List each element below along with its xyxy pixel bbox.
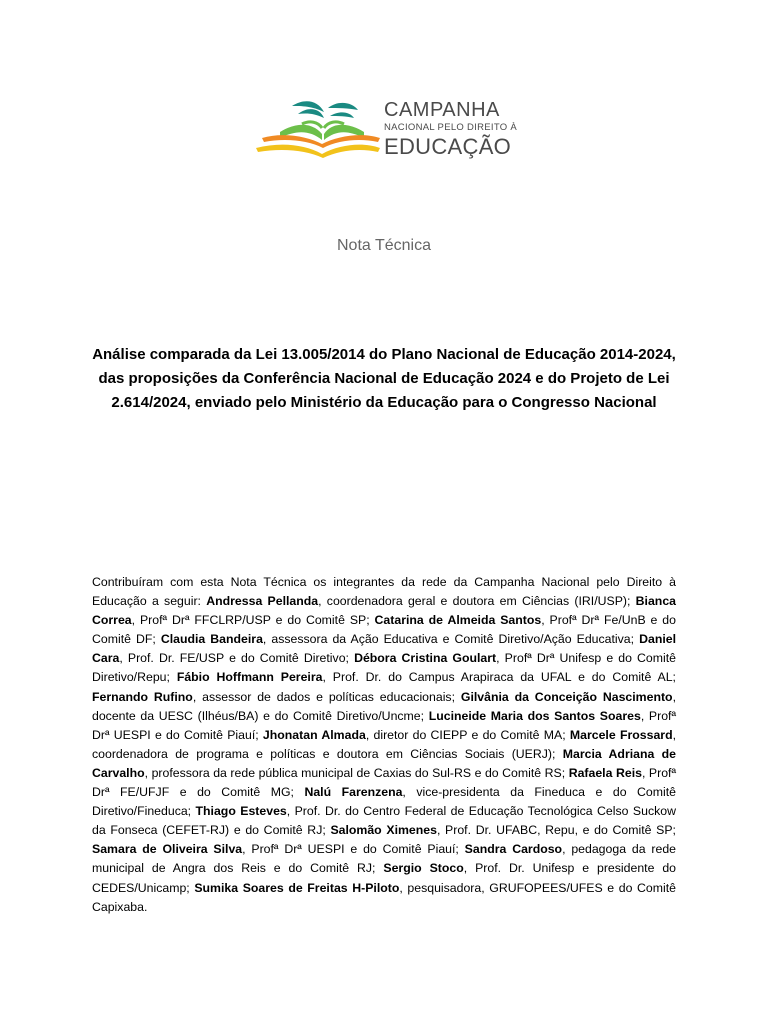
contributor-name: Claudia Bandeira — [160, 632, 263, 647]
contributor-description: , Prof. Dr. do Centro Federal de Educação Tecnológica Celso Suckow da Fonseca (CEFET-RJ) e do Comitê RJ; — [92, 804, 676, 838]
contributor-description: , assessor de dados e políticas educacionais; — [192, 689, 461, 704]
campaign-logo — [252, 98, 522, 160]
contributor-name: Catarina de Almeida Santos — [374, 613, 542, 628]
contributor-description: , docente da UESC (Ilhéus/BA) e do Comitê Diretivo/Uncme; — [92, 689, 676, 723]
document-title: Análise comparada da Lei 13.005/2014 do Plano Nacional de Educação 2014-2024, das proposições da Conferência Nacional de Educação 2024 e do Projeto de Lei 2.614/2024, enviado pelo Ministério da Educação para o Congresso Nacional — [92, 346, 676, 411]
contributor-name: Samara de Oliveira Silva — [92, 842, 243, 857]
contributor-name: Salomão Ximenes — [330, 823, 437, 838]
logo-line-nacional: NACIONAL PELO DIREITO À — [384, 122, 518, 133]
contributor-name: Fernando Rufino — [92, 689, 193, 704]
logo-line-educacao: EDUCAÇÃO — [384, 133, 512, 159]
contributor-name: Gilvânia da Conceição Nascimento — [460, 689, 673, 704]
contributor-name: Andressa Pellanda — [206, 594, 319, 609]
contributor-description: , diretor do CIEPP e do Comitê MA; — [365, 727, 570, 742]
contributors-paragraph — [92, 573, 676, 917]
contributor-description: , assessora da Ação Educativa e Comitê Diretivo/Ação Educativa; — [262, 632, 640, 647]
contributor-description: , vice-presidenta da Fineduca e do Comitê Diretivo/Fineduca; — [92, 785, 676, 819]
contributor-description: , Profª Drª Fe/UnB e do Comitê DF; — [92, 613, 676, 647]
contributor-name: Rafaela Reis — [568, 765, 642, 780]
contributor-name: Thiago Esteves — [195, 804, 287, 819]
contributor-name: Jhonatan Almada — [262, 727, 366, 742]
contributor-description: , Prof. Dr. UFABC, Repu, e do Comitê SP; — [436, 823, 676, 838]
document-type-label: Nota Técnica — [337, 237, 431, 254]
contributor-name: Lucineide Maria dos Santos Soares — [428, 708, 641, 723]
contributor-name: Bianca Correa — [92, 594, 676, 628]
contributor-name: Débora Cristina Goulart — [354, 651, 497, 666]
logo-wordmark — [384, 100, 524, 158]
contributor-description: , Prof. Dr. Unifesp e presidente do CEDES/Unicamp; — [92, 861, 677, 895]
contributor-name: Nalú Farenzena — [304, 785, 403, 800]
contributor-description: , pedagoga da rede municipal de Angra dos Reis e do Comitê RJ; — [92, 842, 676, 876]
contributor-name: Marcia Adriana de Carvalho — [92, 746, 676, 780]
contributor-description: , Profª Drª FE/UFJF e do Comitê MG; — [92, 765, 677, 800]
contributor-description: , pesquisadora, GRUFOPEES/UFES e do Comitê Capixaba. — [92, 880, 677, 914]
contributor-description: , Profª Drª UESPI e do Comitê Piauí; — [92, 708, 677, 742]
open-book-icon — [252, 98, 382, 160]
contributor-name: Fábio Hoffmann Pereira — [176, 670, 323, 685]
contributor-description: , coordenadora de programa e políticas e doutora em Ciências Sociais (UERJ); — [92, 727, 676, 761]
contributor-name: Marcele Frossard — [569, 727, 673, 742]
contributor-description: , Profª Drª UESPI e do Comitê Piauí; — [242, 842, 465, 857]
logo-line-campanha: CAMPANHA — [384, 99, 500, 121]
contributor-description: , professora da rede pública municipal de Caxias do Sul-RS e do Comitê RS; — [144, 765, 569, 780]
contributor-name: Daniel Cara — [92, 632, 677, 666]
contributors-intro: Contribuíram com esta Nota Técnica os integrantes da rede da Campanha Nacional pelo Direito à Educação a seguir: — [92, 575, 676, 609]
contributor-description: , Prof. Dr. do Campus Arapiraca da UFAL e do Comitê AL; — [322, 670, 676, 685]
contributor-description: , Prof. Dr. FE/USP e do Comitê Diretivo; — [119, 651, 355, 666]
contributor-name: Sandra Cardoso — [464, 842, 563, 857]
contributor-description: , Profª Drª Unifesp e do Comitê Diretivo/Repu; — [92, 651, 676, 685]
contributor-description: , coordenadora geral e doutora em Ciências (IRI/USP); — [318, 594, 636, 609]
contributor-description: , Profª Drª FFCLRP/USP e do Comitê SP; — [131, 613, 375, 628]
contributor-name: Sumika Soares de Freitas H-Piloto — [194, 880, 400, 895]
contributor-name: Sergio Stoco — [383, 861, 464, 876]
